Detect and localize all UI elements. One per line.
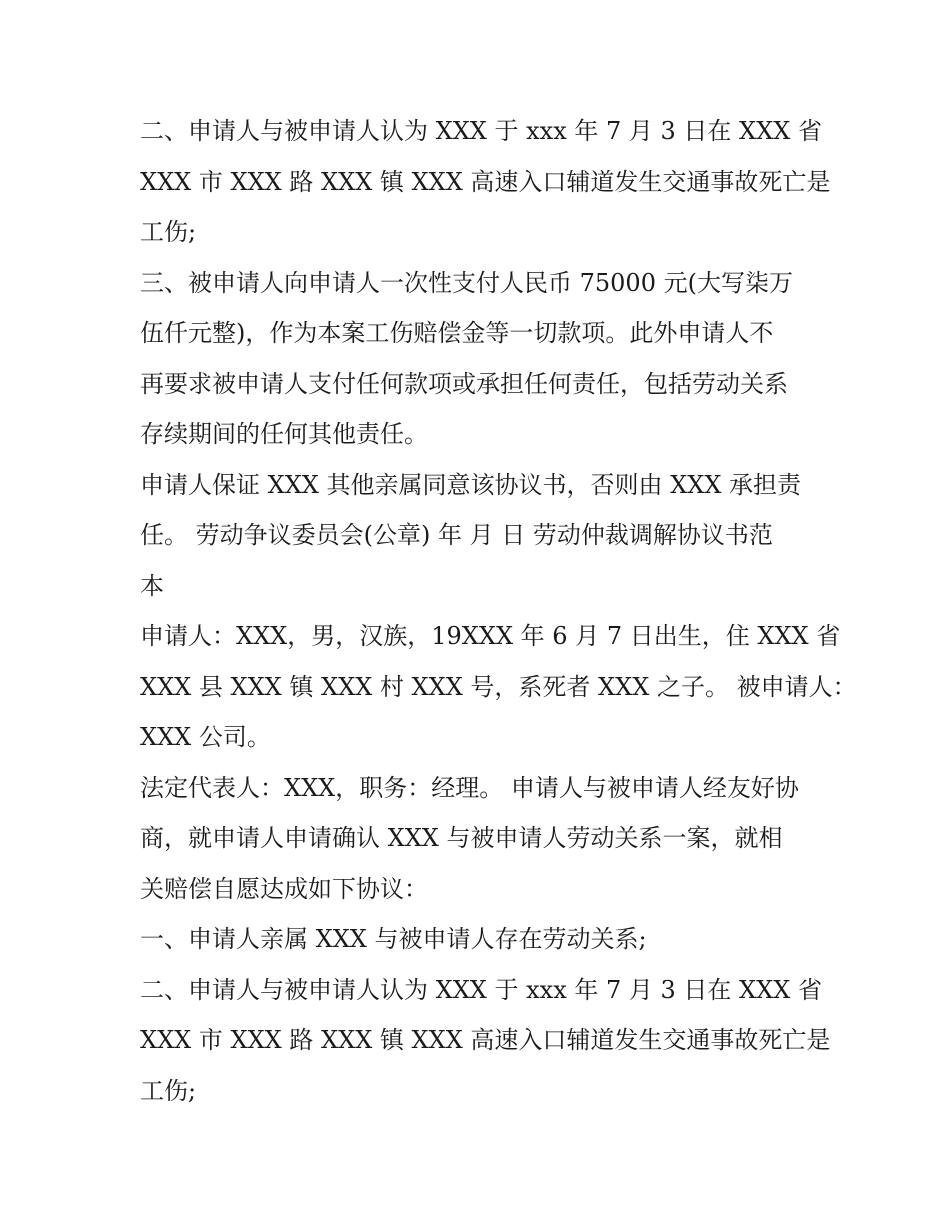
text-line: XXX 公司。 bbox=[140, 723, 271, 751]
text-line: 本 bbox=[140, 571, 164, 600]
text-line: XXX 县 XXX 镇 XXX 村 XXX 号，系死者 XXX 之子。 被申请人： bbox=[140, 672, 857, 701]
text-line: 任。 劳动争议委员会(公章) 年 月 日 劳动仲裁调解协议书范 bbox=[140, 521, 773, 549]
text-line: 商，就申请人申请确认 XXX 与被申请人劳动关系一案，就相 bbox=[140, 824, 783, 852]
text-line: 法定代表人：XXX，职务：经理。 申请人与被申请人经友好协 bbox=[140, 773, 799, 802]
text-line: XXX 市 XXX 路 XXX 镇 XXX 高速入口辅道发生交通事故死亡是 bbox=[140, 1026, 831, 1054]
text-line: 再要求被申请人支付任何款项或承担任何责任，包括劳动关系 bbox=[140, 369, 788, 398]
text-line: 存续期间的任何其他责任。 bbox=[140, 420, 428, 448]
text-line: 工伤; bbox=[140, 218, 197, 246]
text-line: 申请人：XXX，男，汉族，19XXX 年 6 月 7 日出生，住 XXX 省 bbox=[140, 622, 841, 650]
text-line: 二、申请人与被申请人认为 XXX 于 xxx 年 7 月 3 日在 XXX 省 bbox=[140, 975, 822, 1004]
text-line: 伍仟元整)，作为本案工伤赔偿金等一切款项。此外申请人不 bbox=[140, 319, 774, 347]
text-line: 关赔偿自愿达成如下协议： bbox=[140, 874, 428, 903]
text-line: 工伤; bbox=[140, 1076, 197, 1105]
text-line: 申请人保证 XXX 其他亲属同意该协议书，否则由 XXX 承担责 bbox=[140, 470, 802, 499]
text-line: XXX 市 XXX 路 XXX 镇 XXX 高速入口辅道发生交通事故死亡是 bbox=[140, 167, 831, 196]
text-line: 一、申请人亲属 XXX 与被申请人存在劳动关系; bbox=[140, 925, 647, 953]
document-body bbox=[140, 106, 857, 1116]
text-line: 二、申请人与被申请人认为 XXX 于 xxx 年 7 月 3 日在 XXX 省 bbox=[140, 117, 822, 145]
text-line: 三、被申请人向申请人一次性支付人民币 75000 元(大写柒万 bbox=[140, 268, 793, 297]
